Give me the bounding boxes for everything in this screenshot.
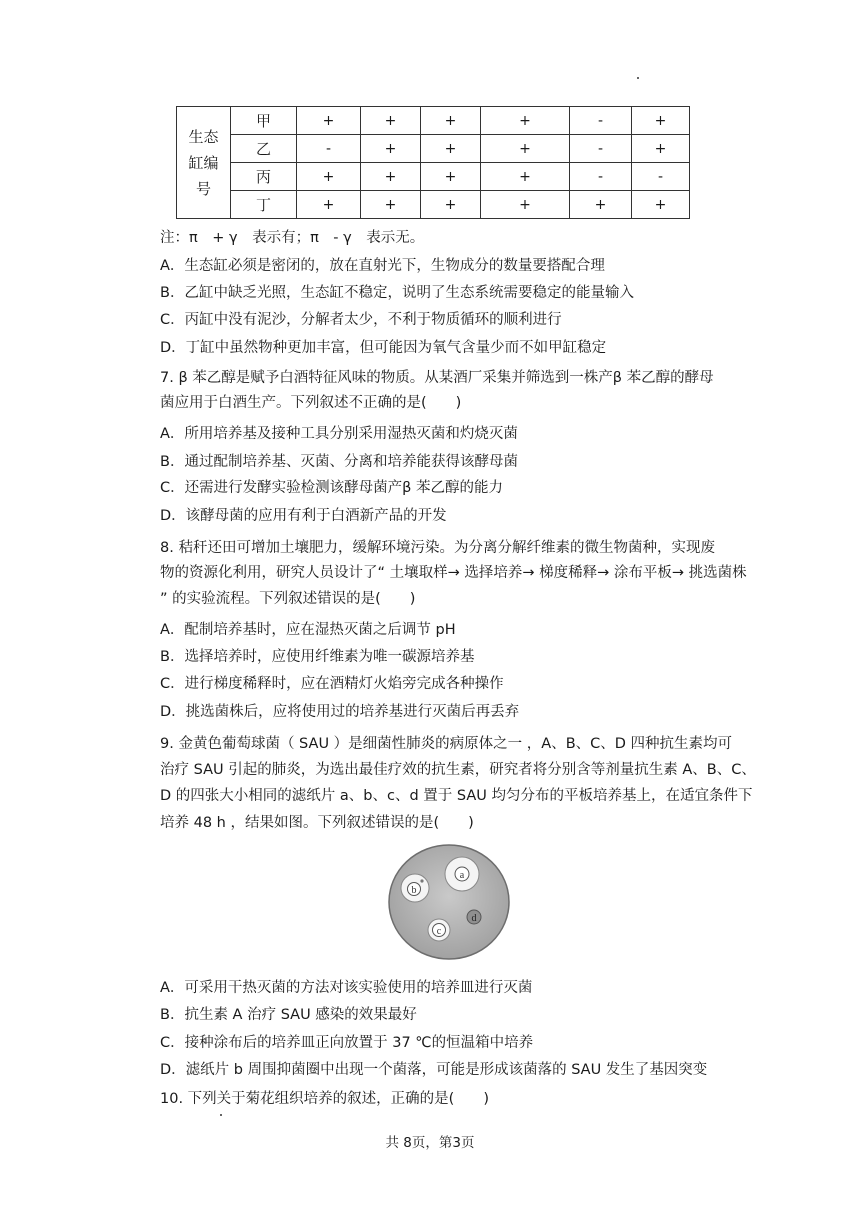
petri-dish-figure (387, 843, 511, 961)
table-cell: + (421, 135, 481, 163)
table-row (177, 135, 690, 163)
table-cell: + (421, 163, 481, 191)
question-7-stem: 菌应用于白酒生产。下列叙述不正确的是( ) (160, 395, 462, 411)
table-row (177, 191, 690, 219)
label-line: 缸编 (188, 153, 219, 172)
page-footer: 共 8页，第3页 (385, 1135, 475, 1151)
row-name: 丙 (231, 163, 297, 191)
option-a: A．所用培养基及接种工具分别采用湿热灭菌和灼烧灭菌 (160, 426, 518, 442)
question-8-stem: 物的资源化利用，研究人员设计了“ 土壤取样→ 选择培养→ 梯度稀释→ 涂布平板→ 挑选菌株 (160, 565, 747, 581)
option-c: C．接种涂布后的培养皿正向放置于 37 ℃的恒温箱中培养 (160, 1035, 534, 1051)
table-cell: + (297, 163, 361, 191)
table-row (177, 107, 690, 135)
option-a: A．生态缸必须是密闭的，放在直射光下，生物成分的数量要搭配合理 (160, 258, 605, 274)
speck (637, 77, 639, 79)
table-cell: - (570, 107, 632, 135)
table-cell: + (361, 191, 421, 219)
question-10-stem: 10. 下列关于菊花组织培养的叙述，正确的是( ) (160, 1091, 489, 1107)
question-8-stem: ” 的实验流程。下列叙述错误的是( ) (160, 591, 416, 607)
option-b: B．乙缸中缺乏光照，生态缸不稳定，说明了生态系统需要稳定的能量输入 (160, 285, 634, 301)
table-row (177, 163, 690, 191)
question-9-stem: 培养 48 h ，结果如图。下列叙述错误的是( ) (160, 815, 474, 831)
table-cell: + (481, 107, 570, 135)
table-cell: + (421, 191, 481, 219)
option-c: C．丙缸中没有泥沙，分解者太少，不利于物质循环的顺利进行 (160, 312, 562, 328)
speck (220, 1114, 222, 1116)
option-d: D．挑选菌株后，应将使用过的培养基进行灭菌后再丢弃 (160, 704, 520, 720)
table-cell: + (361, 107, 421, 135)
option-a: A．可采用干热灭菌的方法对该实验使用的培养皿进行灭菌 (160, 980, 533, 996)
table-cell: + (632, 191, 690, 219)
table-cell: + (297, 107, 361, 135)
option-d: D．丁缸中虽然物种更加丰富，但可能因为氧气含量少而不如甲缸稳定 (160, 340, 607, 356)
question-8-stem: 8. 秸秆还田可增加土壤肥力，缓解环境污染。为分离分解纤维素的微生物菌种，实现废 (160, 540, 715, 556)
colony (420, 879, 423, 882)
row-name: 甲 (231, 107, 297, 135)
table-cell: - (632, 163, 690, 191)
table-cell: - (570, 135, 632, 163)
question-9-stem: D 的四张大小相同的滤纸片 a、b、c、d 置于 SAU 均匀分布的平板培养基上，在适宜条件下 (160, 788, 753, 804)
option-d: D．滤纸片 b 周围抑菌圈中出现一个菌落，可能是形成该菌落的 SAU 发生了基因突变 (160, 1062, 708, 1078)
label-d: d (471, 913, 477, 924)
label-line: 生态 (188, 127, 219, 146)
table-cell: + (361, 163, 421, 191)
option-b: B．选择培养时，应使用纤维素为唯一碳源培养基 (160, 649, 475, 665)
question-9-stem: 治疗 SAU 引起的肺炎，为选出最佳疗效的抗生素，研究者将分别含等剂量抗生素 A、B、C、 (160, 762, 756, 778)
table-cell: + (361, 135, 421, 163)
row-name: 丁 (231, 191, 297, 219)
option-b: B．抗生素 A 治疗 SAU 感染的效果最好 (160, 1007, 417, 1023)
table-cell: + (297, 191, 361, 219)
option-d: D．该酵母菌的应用有利于白酒新产品的开发 (160, 508, 447, 524)
table-cell: + (481, 163, 570, 191)
table-note: 注：π + γ 表示有；π - γ 表示无。 (160, 230, 425, 246)
table-cell: + (421, 107, 481, 135)
table-cell: + (570, 191, 632, 219)
table-group-label (177, 107, 231, 219)
label-line: 号 (195, 179, 211, 198)
label-c: c (436, 926, 442, 937)
ecosystem-table (176, 106, 690, 219)
petri-dish (389, 845, 509, 959)
option-c: C．还需进行发酵实验检测该酵母菌产β 苯乙醇的能力 (160, 480, 503, 496)
option-c: C．进行梯度稀释时，应在酒精灯火焰旁完成各种操作 (160, 676, 504, 692)
table-cell: + (632, 107, 690, 135)
option-b: B．通过配制培养基、灭菌、分离和培养能获得该酵母菌 (160, 454, 518, 470)
label-b: b (411, 885, 417, 896)
option-a: A．配制培养基时，应在湿热灭菌之后调节 pH (160, 622, 456, 638)
table-cell: + (481, 191, 570, 219)
question-7-stem: 7. β 苯乙醇是赋予白酒特征风味的物质。从某酒厂采集并筛选到一株产β 苯乙醇的酵母 (160, 370, 714, 386)
row-name: 乙 (231, 135, 297, 163)
table-cell: - (570, 163, 632, 191)
table-cell: - (297, 135, 361, 163)
table-cell: + (481, 135, 570, 163)
label-a: a (459, 870, 465, 881)
question-9-stem: 9. 金黄色葡萄球菌（ SAU ）是细菌性肺炎的病原体之一 ，A、B、C、D 四种抗生素均可 (160, 736, 733, 752)
table-cell: + (632, 135, 690, 163)
